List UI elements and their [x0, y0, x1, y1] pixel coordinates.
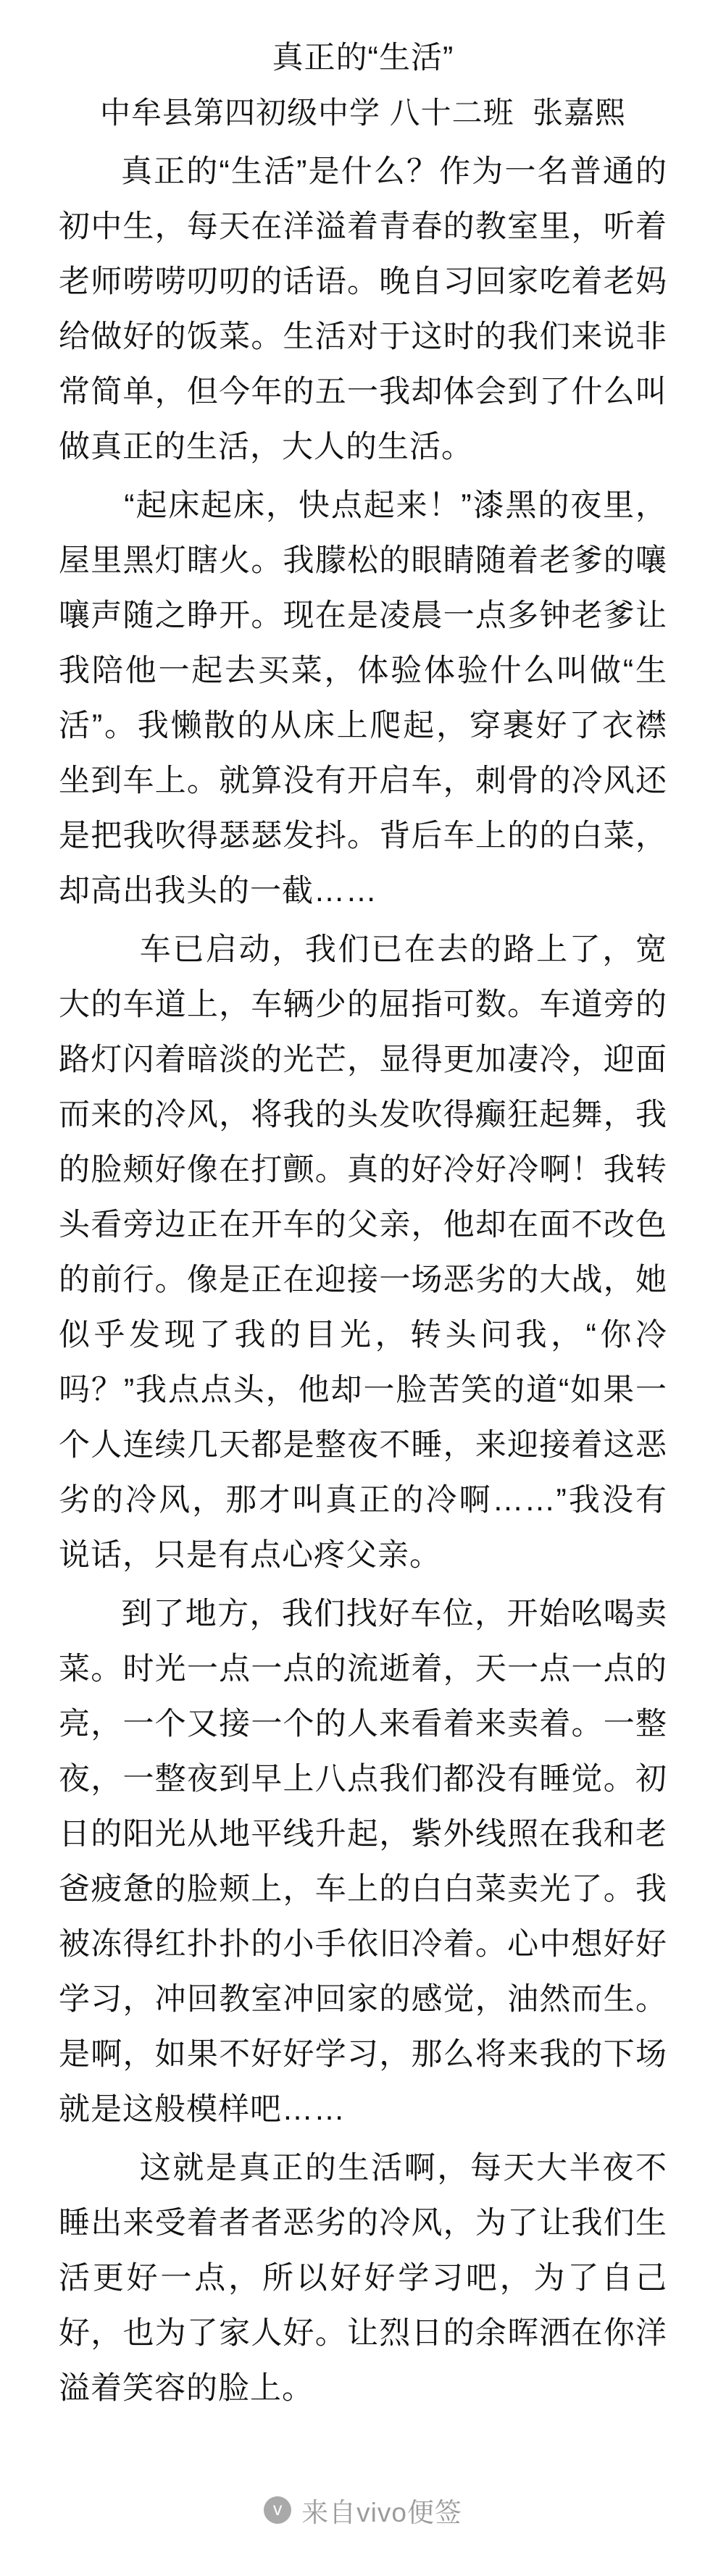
essay-paragraph-1: 真正的“生活”是什么？作为一名普通的初中生，每天在洋溢着青春的教室里，听着老师唠唠叨叨的话语。晚自习回家吃着老妈给做好的饭菜。生活对于这时的我们来说非常简单，但今年的五一我却体会到了什么叫做真正的生活，大人的生活。	[59, 154, 667, 464]
vivo-logo-icon	[264, 2496, 291, 2524]
source-label: 来自vivo便签	[301, 2498, 462, 2527]
source-footer	[0, 2491, 726, 2530]
essay-paragraph-2: “起床起床，快点起来！”漆黑的夜里，屋里黑灯瞎火。我朦松的眼睛随着老爹的嚷嚷声随之睁开。现在是凌晨一点多钟老爹让我陪他一起去买菜，体验体验什么叫做“生活”。我懒散的从床上爬起，穿裹好了衣襟坐到车上。就算没有开启车，刺骨的冷风还是把我吹得瑟瑟发抖。背后车上的的白菜，却高出我头的一截……	[59, 488, 667, 908]
essay-paragraph-3: 车已启动，我们已在去的路上了，宽大的车道上，车辆少的屈指可数。车道旁的路灯闪着暗淡的光芒，显得更加凄冷，迎面而来的冷风，将我的头发吹得癫狂起舞，我的脸颊好像在打颤。真的好冷好冷啊！我转头看旁边正在开车的父亲，他却在面不改色的前行。像是正在迎接一场恶劣的大战，她似乎发现了我的目光，转头问我，“你冷吗？”我点点头，他却一脸苦笑的道“如果一个人连续几天都是整夜不睡，来迎接着这恶劣的冷风，那才叫真正的冷啊……”我没有说话，只是有点心疼父亲。	[59, 932, 667, 1573]
essay-byline: 中牟县第四初级中学 八十二班 张嘉熙	[99, 96, 626, 130]
essay-paragraph-4: 到了地方，我们找好车位，开始吆喝卖菜。时光一点一点的流逝着，天一点一点的亮，一个又接一个的人来看着来卖着。一整夜，一整夜到早上八点我们都没有睡觉。初日的阳光从地平线升起，紫外线照在我和老爸疲惫的脸颊上，车上的白白菜卖光了。我被冻得红扑扑的小手依旧冷着。心中想好好学习，冲回教室冲回家的感觉，油然而生。是啊，如果不好好学习，那么将来我的下场就是这般模样吧……	[59, 1597, 667, 2127]
essay-title: 真正的“生活”	[272, 41, 454, 75]
essay-paragraph-5: 这就是真正的生活啊，每天大半夜不睡出来受着者者恶劣的冷风，为了让我们生活更好一点，所以好好学习吧，为了自己好，也为了家人好。让烈日的余晖洒在你洋溢着笑容的脸上。	[59, 2151, 667, 2406]
vivo-logo-letter: v	[272, 2498, 283, 2519]
